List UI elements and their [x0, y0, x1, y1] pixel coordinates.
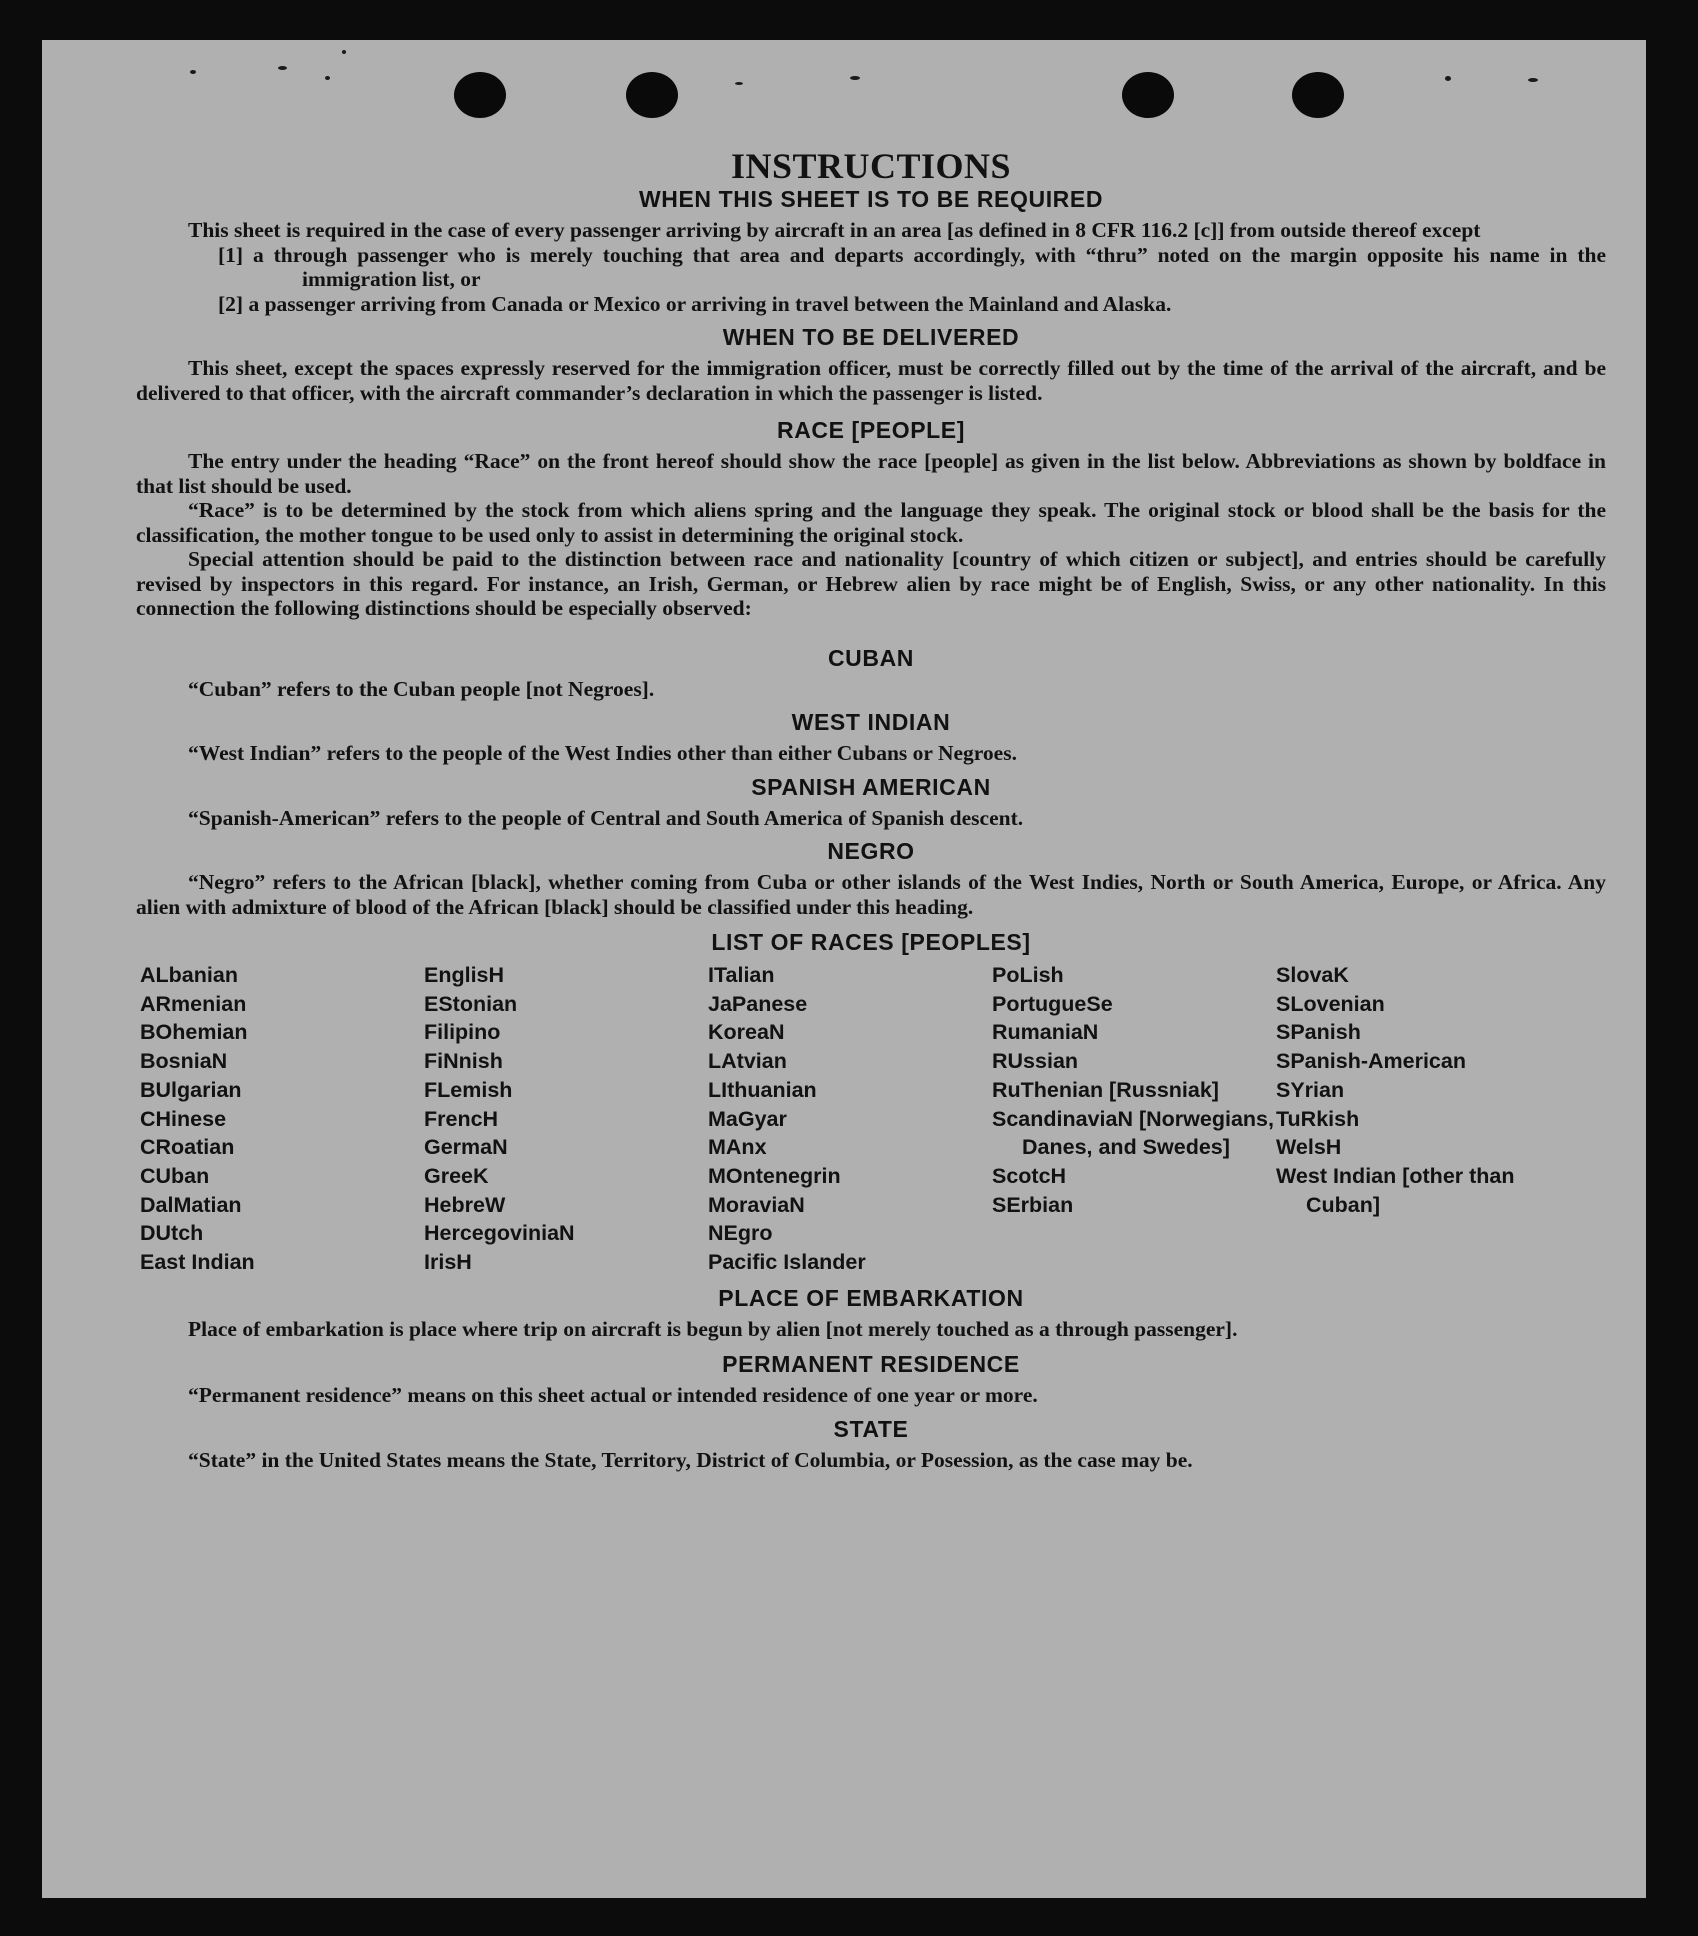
- section-heading: WEST INDIAN: [791, 709, 951, 735]
- page-title: INSTRUCTIONS: [730, 146, 1012, 186]
- punch-hole: [1122, 72, 1174, 118]
- section-body: “Permanent residence” means on this sheet actual or intended residence of one year or more.: [188, 1383, 1038, 1408]
- race-item: MoraviaN: [708, 1192, 805, 1217]
- race-item: RUssian: [992, 1049, 1079, 1074]
- race-item: SLovenian: [1276, 991, 1385, 1016]
- section-heading: STATE: [833, 1415, 909, 1442]
- section-body: “Cuban” refers to the Cuban people [not Negroes].: [188, 676, 655, 701]
- race-item: DUtch: [140, 1221, 204, 1246]
- section-body: Place of embarkation is place where trip on aircraft is begun by alien [not merely touched as a through passenger].: [188, 1316, 1238, 1341]
- section-heading: CUBAN: [827, 644, 915, 671]
- race-column: [708, 961, 992, 1277]
- race-item: ScotcH: [992, 1163, 1067, 1188]
- race-item: SlovaK: [1276, 963, 1349, 987]
- race-item: ScandinaviaN [Norwegians, Danes, and Swedes]: [992, 1106, 1274, 1160]
- race-item: FiNnish: [424, 1049, 503, 1074]
- race-column: [1276, 961, 1576, 1277]
- race-item: GermaN: [424, 1135, 508, 1160]
- race-item: DalMatian: [140, 1192, 242, 1217]
- punch-hole: [454, 72, 506, 118]
- section-body: “State” in the United States means the State, Territory, District of Columbia, or Posession, as the case may be.: [188, 1447, 1193, 1472]
- race-item: MaGyar: [708, 1106, 787, 1131]
- section-body: This sheet, except the spaces expressly reserved for the immigration officer, must be correctly filled out by the time of the arrival of the aircraft, and be delivered to that officer, with the aircraft commander’s declaration in which the passenger is listed.: [136, 356, 1606, 405]
- race-item: TuRkish: [1276, 1106, 1360, 1131]
- race-item: LIthuanian: [708, 1077, 817, 1102]
- race-item: GreeK: [424, 1163, 489, 1188]
- section-body: This sheet is required in the case of every passenger arriving by aircraft in an area [as defined in 8 CFR 116.2 [c]] from outside thereof except: [188, 218, 1481, 242]
- section-heading: NEGRO: [827, 838, 915, 864]
- race-item: HebreW: [424, 1192, 506, 1217]
- race-item: PoLish: [992, 963, 1064, 987]
- section-paragraph: Special attention should be paid to the distinction between race and nationality [country of which citizen or subject], and entries should be carefully revised by inspectors in this regard. For instance, an Irish, German, or Hebrew alien by race might be of English, Swiss, or any other nationality. In this connection the following distinctions should be especially observed:: [136, 547, 1606, 620]
- race-item: FLemish: [424, 1077, 513, 1102]
- race-item: ALbanian: [140, 963, 238, 987]
- race-item: BosniaN: [140, 1049, 228, 1074]
- race-item: BUlgarian: [140, 1077, 242, 1102]
- instructions-content: [136, 144, 1606, 1472]
- race-item: EnglisH: [424, 963, 505, 987]
- section-heading: WHEN TO BE DELIVERED: [722, 324, 1020, 350]
- race-column: [992, 961, 1276, 1277]
- section-heading: WHEN THIS SHEET IS TO BE REQUIRED: [638, 186, 1104, 212]
- race-item: IrisH: [424, 1250, 472, 1275]
- race-item: ARmenian: [140, 991, 247, 1016]
- race-item: Filipino: [424, 1020, 501, 1045]
- race-item: MAnx: [708, 1135, 767, 1160]
- race-item: BOhemian: [140, 1020, 248, 1045]
- race-item: SPanish: [1276, 1020, 1361, 1045]
- race-item: NEgro: [708, 1221, 773, 1246]
- section-heading: RACE [PEOPLE]: [777, 417, 965, 443]
- race-item: RumaniaN: [992, 1020, 1099, 1045]
- race-item: PortugueSe: [992, 991, 1113, 1016]
- race-item: MOntenegrin: [708, 1163, 841, 1188]
- section-paragraph: The entry under the heading “Race” on the front hereof should show the race [people] as given in the list below. Abbreviations as shown by boldface in that list should be used.: [136, 449, 1606, 498]
- section-heading: SPANISH AMERICAN: [751, 773, 991, 800]
- punch-hole: [1292, 72, 1344, 118]
- section-paragraph: “Race” is to be determined by the stock from which aliens spring and the language they speak. The original stock or blood shall be the basis for the classification, the mother tongue to be used only to assist in determining the original stock.: [136, 498, 1606, 547]
- section-heading: PLACE OF EMBARKATION: [718, 1284, 1024, 1311]
- race-item: HercegoviniaN: [424, 1221, 575, 1246]
- race-item: SPanish-American: [1276, 1049, 1466, 1074]
- race-item: CRoatian: [140, 1135, 235, 1160]
- race-item: East Indian: [140, 1250, 255, 1275]
- section-heading: PERMANENT RESIDENCE: [722, 1351, 1020, 1378]
- section-body: “West Indian” refers to the people of the West Indies other than either Cubans or Negroes.: [188, 741, 1017, 765]
- race-column: [140, 961, 424, 1277]
- document-sheet: [42, 40, 1646, 1898]
- race-item: West Indian [other than Cuban]: [1276, 1163, 1515, 1217]
- race-item: CHinese: [140, 1106, 227, 1131]
- race-item: KoreaN: [708, 1020, 785, 1045]
- race-item: Pacific Islander: [708, 1250, 866, 1275]
- race-item: SYrian: [1276, 1077, 1345, 1102]
- race-item: SErbian: [992, 1192, 1074, 1217]
- section-body: “Spanish-American” refers to the people of Central and South America of Spanish descent.: [188, 805, 1024, 830]
- race-item: WelsH: [1276, 1135, 1342, 1160]
- race-item: CUban: [140, 1163, 210, 1188]
- list-item: [2] a passenger arriving from Canada or Mexico or arriving in travel between the Mainland and Alaska.: [218, 291, 1172, 316]
- race-item: ITalian: [708, 963, 775, 987]
- race-column: [424, 961, 708, 1277]
- punch-hole: [626, 72, 678, 118]
- races-list: [140, 961, 1606, 1277]
- section-body: “Negro” refers to the African [black], whether coming from Cuba or other islands of the West Indies, North or South America, Europe, or Africa. Any alien with admixture of blood of the African [black] should be classified under this heading.: [136, 870, 1606, 919]
- list-item: [1] a through passenger who is merely touching that area and departs accordingly, with “thru” noted on the margin opposite his name in the immigration list, or: [218, 242, 1606, 291]
- race-item: LAtvian: [708, 1049, 787, 1074]
- races-heading: LIST OF RACES [PEOPLES]: [711, 929, 1031, 955]
- race-item: EStonian: [424, 991, 518, 1016]
- race-item: RuThenian [Russniak]: [992, 1077, 1219, 1102]
- race-item: FrencH: [424, 1106, 499, 1131]
- race-item: JaPanese: [708, 991, 808, 1016]
